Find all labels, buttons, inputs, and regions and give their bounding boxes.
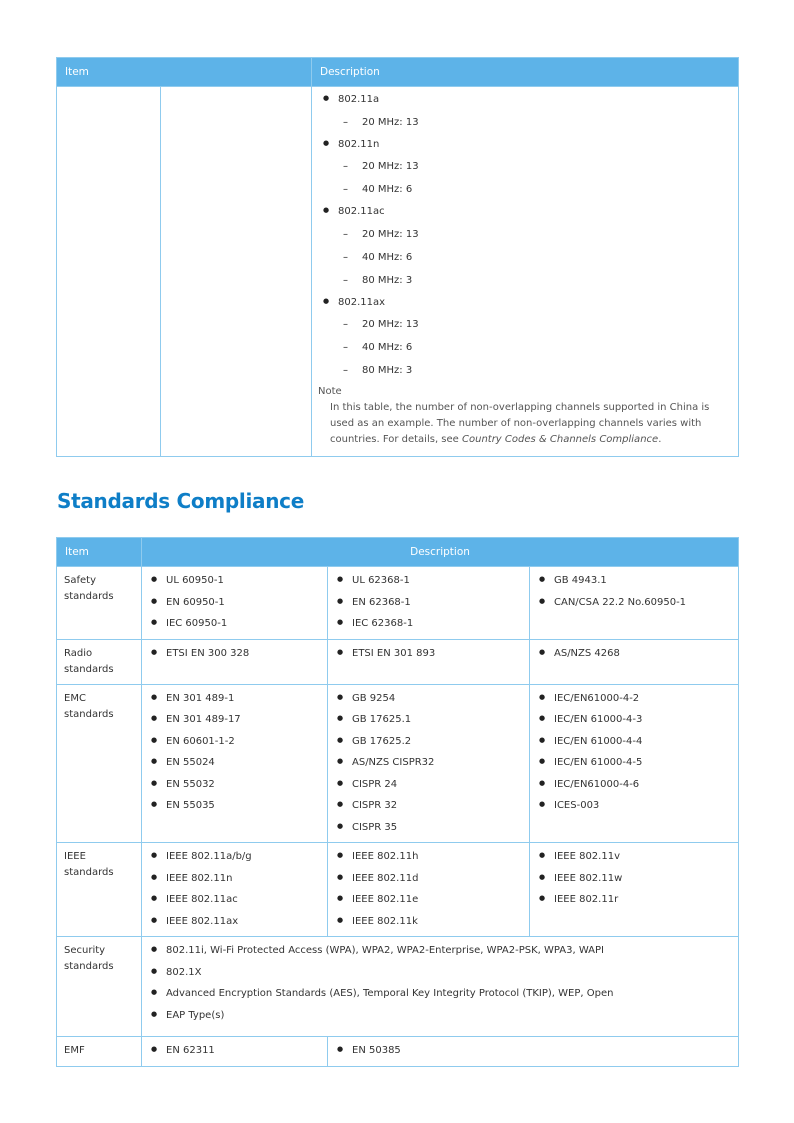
channels-table-header <box>57 58 739 87</box>
list-item: ● IEEE 802.11v <box>534 846 734 868</box>
channel-width-item: – 20 MHz: 13 <box>318 223 732 246</box>
standards-list <box>146 570 323 635</box>
table-row <box>57 639 739 684</box>
table-row <box>57 937 739 1037</box>
note-end: . <box>658 434 662 445</box>
list-item: ● EN 62311 <box>146 1040 323 1062</box>
table-row <box>57 1037 739 1067</box>
standards-list <box>146 940 734 1026</box>
description-cell <box>142 1037 328 1067</box>
channel-sublist <box>318 111 732 134</box>
channels-table-container <box>56 57 738 457</box>
channel-width-item: – 40 MHz: 6 <box>318 336 732 359</box>
standards-table <box>56 537 739 1067</box>
standards-list <box>146 846 323 932</box>
list-item: ● IEEE 802.11w <box>534 868 734 890</box>
description-cell <box>142 937 739 1037</box>
list-item: ● IEEE 802.11e <box>332 889 525 911</box>
description-cell <box>328 684 530 843</box>
item-cell: EMC standards <box>57 684 142 843</box>
list-item: ● EN 55024 <box>146 752 323 774</box>
standards-table-container <box>56 537 738 1067</box>
empty-cell <box>161 87 312 457</box>
channel-group <box>318 134 732 156</box>
list-item: ● GB 17625.1 <box>332 709 525 731</box>
description-cell <box>530 843 739 937</box>
note-text: In this table, the number of non-overlapping channels supported in China is used as an example. The number of non-overlapping channels varies with countries. For details, see <box>330 402 710 445</box>
channel-sublist <box>318 155 732 201</box>
list-item: ● IEEE 802.11d <box>332 868 525 890</box>
description-cell <box>142 567 328 640</box>
list-item: ● EN 62368-1 <box>332 592 525 614</box>
list-item: ● IEEE 802.11k <box>332 911 525 933</box>
standards-list <box>146 643 323 665</box>
list-item: ● IEC/EN61000-4-6 <box>534 774 734 796</box>
header-item: Item <box>57 58 312 87</box>
channel-width-item: – 40 MHz: 6 <box>318 178 732 201</box>
standards-list <box>332 688 525 839</box>
channel-group-label: 802.11a <box>338 94 380 105</box>
channel-groups-list <box>318 89 732 382</box>
list-item: ● EN 55035 <box>146 795 323 817</box>
channel-group-label: 802.11ax <box>338 296 386 308</box>
list-item: ● AS/NZS 4268 <box>534 643 734 665</box>
table-row <box>57 843 739 937</box>
channel-sublist <box>318 223 732 292</box>
list-item: ● IEEE 802.11n <box>146 868 323 890</box>
list-item: ● ETSI EN 300 328 <box>146 643 323 665</box>
note-title: Note <box>318 386 342 397</box>
item-cell: Security standards <box>57 937 142 1037</box>
standards-list <box>534 570 734 613</box>
description-cell <box>328 1037 739 1067</box>
list-item: ● IEC/EN 61000-4-5 <box>534 752 734 774</box>
description-cell <box>142 639 328 684</box>
description-cell <box>530 684 739 843</box>
section-title: Standards Compliance <box>57 489 304 513</box>
channel-width-item: – 80 MHz: 3 <box>318 359 732 382</box>
list-item: ● CISPR 35 <box>332 817 525 839</box>
list-item: ● EN 55032 <box>146 774 323 796</box>
channel-width-item: – 20 MHz: 13 <box>318 111 732 134</box>
country-codes-link[interactable]: Country Codes & Channels Compliance <box>462 434 659 445</box>
channel-width-item: – 80 MHz: 3 <box>318 269 732 292</box>
list-item: ● IEEE 802.11r <box>534 889 734 911</box>
list-item: ● EN 60950-1 <box>146 592 323 614</box>
list-item: ● GB 4943.1 <box>534 570 734 592</box>
header-description: Description <box>142 538 739 567</box>
standards-list <box>534 643 734 665</box>
header-description: Description <box>312 58 739 87</box>
list-item: ● CISPR 32 <box>332 795 525 817</box>
list-item: ● IEC/EN61000-4-2 <box>534 688 734 710</box>
item-cell: IEEE standards <box>57 843 142 937</box>
description-cell <box>328 639 530 684</box>
channel-group <box>318 201 732 223</box>
channel-sublist-wrapper <box>318 313 732 382</box>
item-cell: Radio standards <box>57 639 142 684</box>
list-item: ● 802.1X <box>146 962 734 984</box>
standards-list <box>146 688 323 817</box>
list-item: ● IEC 62368-1 <box>332 613 525 635</box>
channel-sublist-wrapper <box>318 223 732 292</box>
note-body <box>318 400 732 448</box>
standards-table-body <box>57 567 739 1067</box>
standards-list <box>332 643 525 665</box>
description-cell <box>142 843 328 937</box>
item-cell: EMF <box>57 1037 142 1067</box>
table-row <box>57 567 739 640</box>
standards-table-header <box>57 538 739 567</box>
channels-description-cell <box>312 87 739 457</box>
list-item: ● UL 62368-1 <box>332 570 525 592</box>
standards-list <box>534 846 734 911</box>
list-item: ● AS/NZS CISPR32 <box>332 752 525 774</box>
list-item: ● ETSI EN 301 893 <box>332 643 525 665</box>
list-item: ● IEEE 802.11a/b/g <box>146 846 323 868</box>
list-item: ● IEC/EN 61000-4-3 <box>534 709 734 731</box>
standards-list <box>332 846 525 932</box>
channel-group <box>318 89 732 111</box>
list-item: ● IEEE 802.11ac <box>146 889 323 911</box>
list-item: ● IEEE 802.11h <box>332 846 525 868</box>
list-item: ● GB 9254 <box>332 688 525 710</box>
list-item: ● Advanced Encryption Standards (AES), Temporal Key Integrity Protocol (TKIP), WEP, Open <box>146 983 734 1005</box>
standards-list <box>146 1040 323 1062</box>
list-item: ● EN 301 489-1 <box>146 688 323 710</box>
standards-list <box>332 570 525 635</box>
list-item: ● IEEE 802.11ax <box>146 911 323 933</box>
list-item: ● CAN/CSA 22.2 No.60950-1 <box>534 592 734 614</box>
list-item: ● IEC/EN 61000-4-4 <box>534 731 734 753</box>
list-item: ● CISPR 24 <box>332 774 525 796</box>
description-cell <box>530 639 739 684</box>
channel-group-label: 802.11ac <box>338 206 385 217</box>
channel-group <box>318 292 732 314</box>
channels-table <box>56 57 739 457</box>
description-cell <box>142 684 328 843</box>
channel-sublist <box>318 313 732 382</box>
description-cell <box>530 567 739 640</box>
list-item: ● EN 50385 <box>332 1040 734 1062</box>
table-row <box>57 684 739 843</box>
list-item: ● 802.11i, Wi-Fi Protected Access (WPA), WPA2, WPA2-Enterprise, WPA2-PSK, WPA3, WAPI <box>146 940 734 962</box>
channel-sublist-wrapper <box>318 111 732 134</box>
table-row <box>57 87 739 457</box>
empty-cell <box>57 87 161 457</box>
standards-list <box>534 688 734 817</box>
item-cell: Safety standards <box>57 567 142 640</box>
channel-width-item: – 20 MHz: 13 <box>318 155 732 178</box>
header-item: Item <box>57 538 142 567</box>
list-item: ● UL 60950-1 <box>146 570 323 592</box>
channel-sublist-wrapper <box>318 155 732 201</box>
description-cell <box>328 843 530 937</box>
list-item: ● EAP Type(s) <box>146 1005 734 1027</box>
list-item: ● EN 301 489-17 <box>146 709 323 731</box>
list-item: ● IEC 60950-1 <box>146 613 323 635</box>
channel-width-item: – 20 MHz: 13 <box>318 313 732 336</box>
standards-list <box>332 1040 734 1062</box>
channel-group-label: 802.11n <box>338 138 380 150</box>
list-item: ● GB 17625.2 <box>332 731 525 753</box>
list-item: ● ICES-003 <box>534 795 734 817</box>
channel-width-item: – 40 MHz: 6 <box>318 246 732 269</box>
list-item: ● EN 60601-1-2 <box>146 731 323 753</box>
description-cell <box>328 567 530 640</box>
